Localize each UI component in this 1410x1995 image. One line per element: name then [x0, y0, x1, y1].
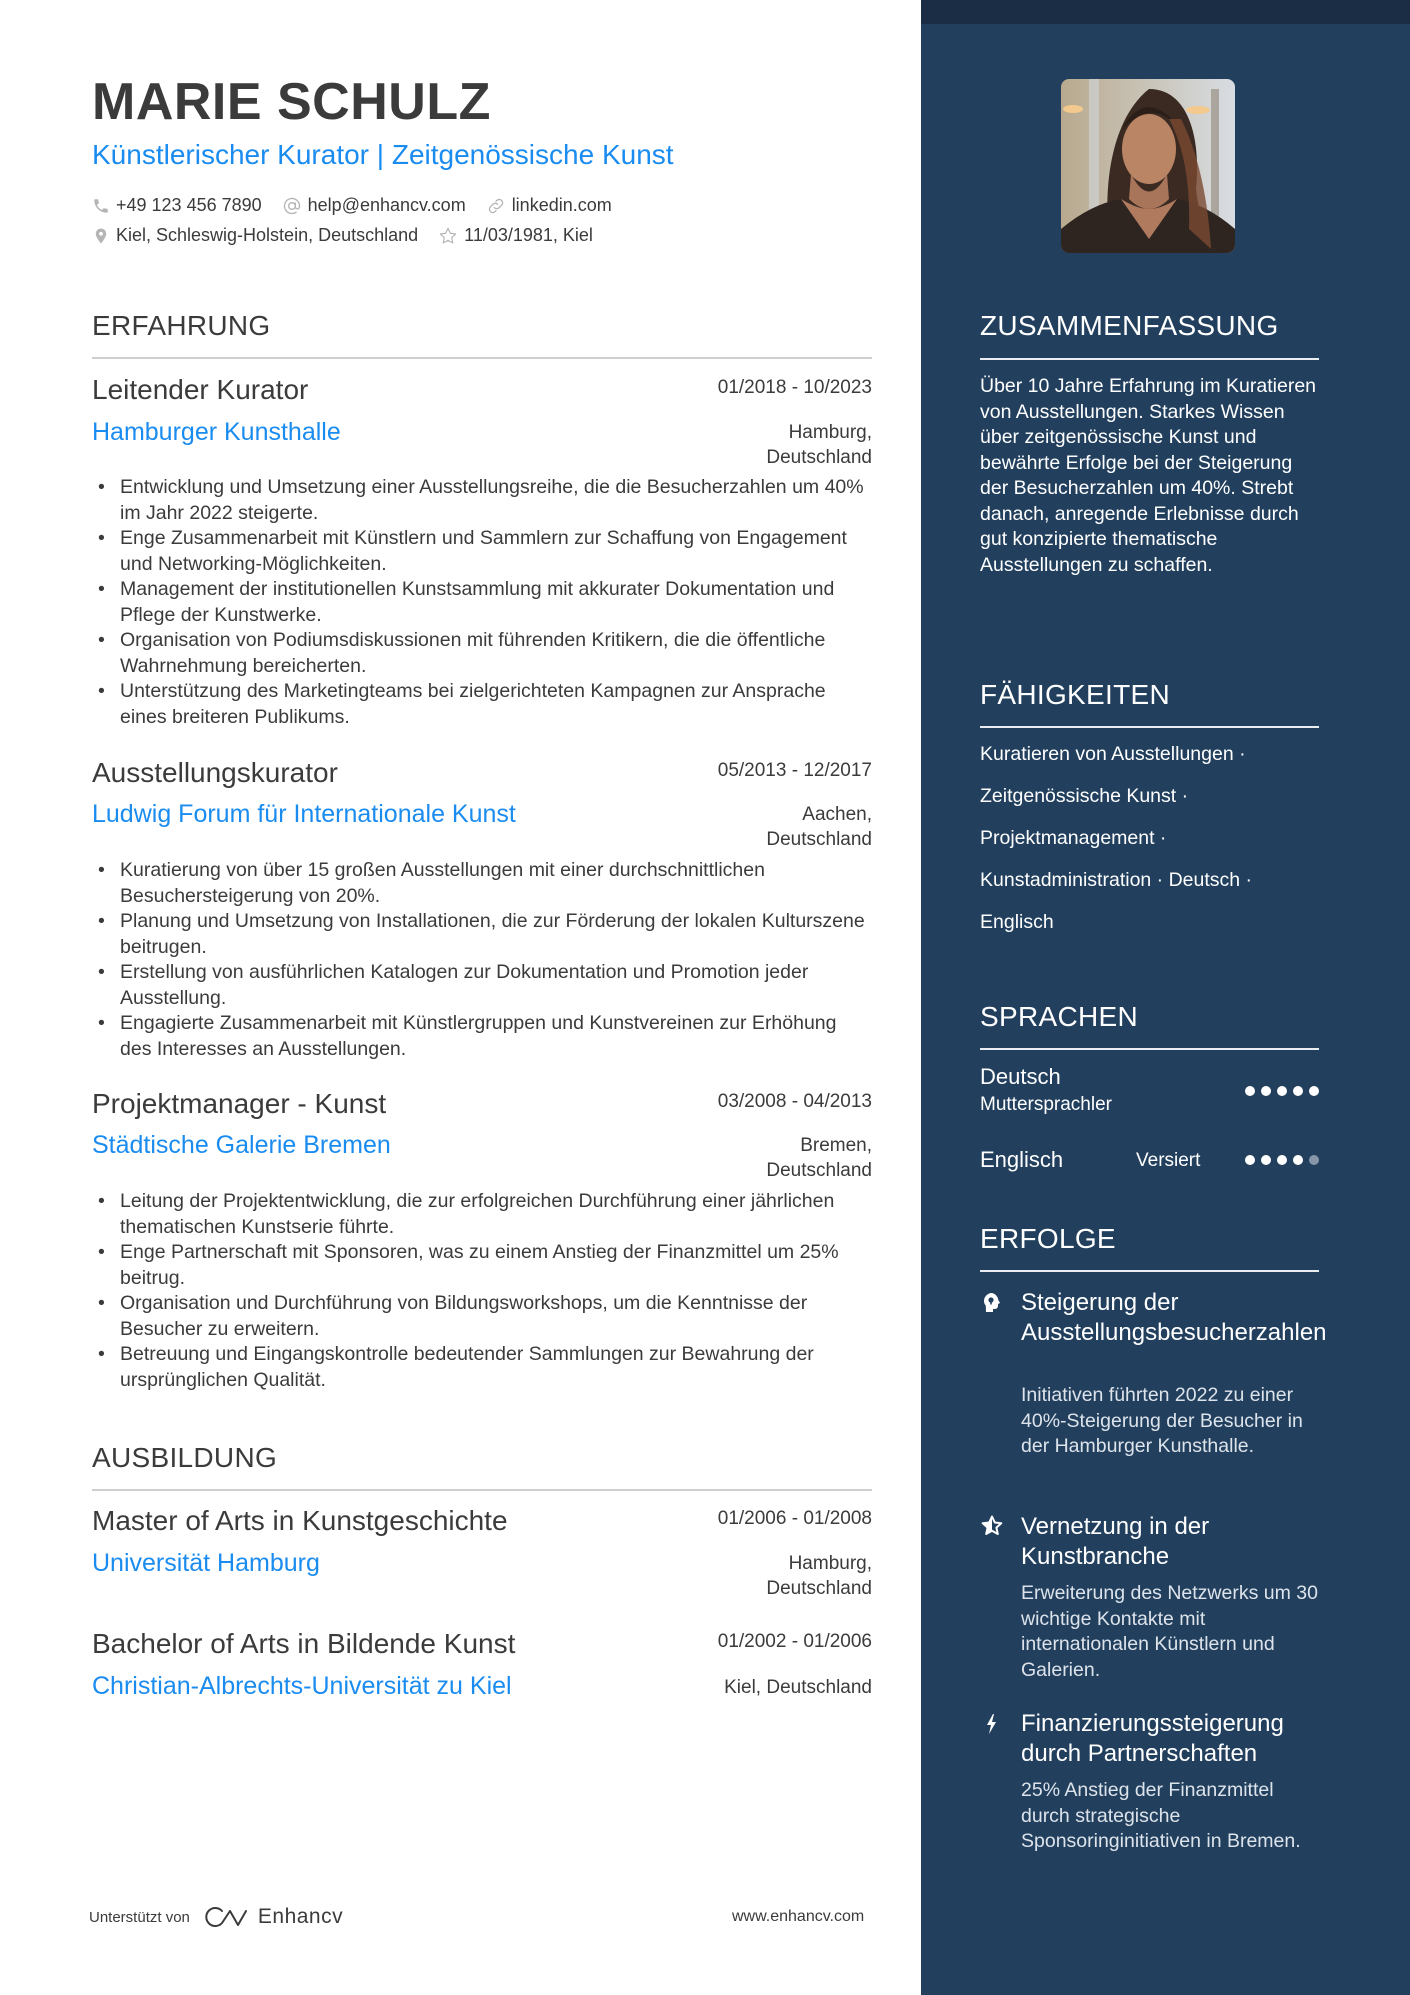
rating-dot-filled	[1309, 1086, 1319, 1096]
contact-location	[92, 225, 418, 246]
education-heading: AUSBILDUNG	[92, 1442, 278, 1473]
link-icon	[486, 196, 506, 216]
job-location-line: Bremen,	[800, 1135, 872, 1156]
bullet-item: • Erstellung von ausführlichen Katalogen zur Dokumentation und Promotion jeder Ausstellung.	[92, 960, 872, 1011]
job-company[interactable]: Hamburger Kunsthalle	[92, 418, 341, 446]
job-location	[712, 802, 872, 852]
bullet-item: • Organisation von Podiumsdiskussionen mit führenden Kritikern, die die öffentliche Wahrnehmung bereicherten.	[92, 628, 872, 679]
degree-dates: 01/2002 - 01/2006	[717, 1631, 872, 1652]
language-rating	[1239, 1155, 1319, 1165]
portrait-image	[1061, 79, 1235, 253]
rating-dot-filled	[1293, 1155, 1303, 1165]
job-company[interactable]: Städtische Galerie Bremen	[92, 1131, 391, 1159]
rating-dot-filled	[1277, 1155, 1287, 1165]
skill-line: Kunstadministration · Deutsch ·	[980, 869, 1253, 891]
achievements-divider	[980, 1270, 1319, 1272]
half-star-icon	[980, 1514, 1004, 1538]
degree-title: Master of Arts in Kunstgeschichte	[92, 1505, 508, 1536]
email-text: help@enhancv.com	[307, 195, 466, 215]
skills-divider	[980, 726, 1319, 728]
school-location-line: Kiel, Deutschland	[724, 1677, 872, 1698]
school-name[interactable]: Universität Hamburg	[92, 1549, 320, 1577]
language-level: Versiert	[1136, 1150, 1201, 1171]
bullet-item: • Enge Partnerschaft mit Sponsoren, was zu einem Anstieg der Finanzmittel um 25% beitrug.	[92, 1240, 872, 1291]
job-location-line: Deutschland	[766, 829, 872, 850]
languages-heading: SPRACHEN	[980, 1001, 1138, 1032]
job-location-line: Aachen,	[802, 804, 872, 825]
achievement-title: Vernetzung in der Kunstbranche	[1021, 1513, 1210, 1570]
achievement-description: Initiativen führten 2022 zu einer 40%-Steigerung der Besucher in der Hamburger Kunsthalle.	[1021, 1384, 1303, 1457]
footer-website[interactable]: www.enhancv.com	[732, 1908, 865, 1925]
degree-dates: 01/2006 - 01/2008	[717, 1508, 872, 1529]
achievements-heading: ERFOLGE	[980, 1223, 1116, 1254]
rating-dot-filled	[1261, 1086, 1271, 1096]
bullet-item: • Planung und Umsetzung von Installationen, die zur Förderung der lokalen Kulturszene beitrugen.	[92, 909, 872, 960]
bullet-item: • Entwicklung und Umsetzung einer Ausstellungsreihe, die die Besucherzahlen um 40% im Jahr 2022 steigerte.	[92, 475, 872, 526]
bullet-item: • Kuratierung von über 15 großen Ausstellungen mit einer durchschnittlichen Besuchersteigerung von 20%.	[92, 858, 872, 909]
languages-divider	[980, 1048, 1319, 1050]
bullet-item: • Enge Zusammenarbeit mit Künstlern und Sammlern zur Schaffung von Engagement und Networking-Möglichkeiten.	[92, 526, 872, 577]
map-pin-icon	[92, 226, 110, 246]
experience-divider	[92, 357, 872, 359]
school-name[interactable]: Christian-Albrechts-Universität zu Kiel	[92, 1672, 512, 1700]
achievement-description: 25% Anstieg der Finanzmittel durch strategische Sponsoringinitiativen in Bremen.	[1021, 1779, 1301, 1852]
job-bullets	[92, 475, 872, 730]
language-level: Muttersprachler	[980, 1094, 1112, 1115]
bullet-item: • Leitung der Projektentwicklung, die zur erfolgreichen Durchführung einer jährlichen thematischen Kunstserie führte.	[92, 1189, 872, 1240]
job-title: Ausstellungskurator	[92, 757, 338, 788]
job-location	[712, 1133, 872, 1183]
school-location-line: Deutschland	[766, 1578, 872, 1599]
candidate-title: Künstlerischer Kurator | Zeitgenössische Kunst	[92, 139, 674, 170]
birth-text: 11/03/1981, Kiel	[464, 225, 593, 245]
lightning-icon	[980, 1712, 1004, 1736]
contact-email[interactable]	[282, 195, 466, 216]
enhancv-logo-icon	[202, 1905, 250, 1929]
job-location-line: Deutschland	[766, 1160, 872, 1181]
achievement-title: Finanzierungssteigerung durch Partnerschaften	[1021, 1710, 1284, 1767]
education-divider	[92, 1489, 872, 1491]
job-dates: 03/2008 - 04/2013	[717, 1091, 872, 1112]
job-dates: 01/2018 - 10/2023	[717, 377, 872, 398]
head-idea-icon	[980, 1291, 1004, 1315]
location-text: Kiel, Schleswig-Holstein, Deutschland	[116, 225, 419, 245]
skill-line: Kuratieren von Ausstellungen ·	[980, 743, 1246, 765]
experience-heading: ERFAHRUNG	[92, 310, 271, 341]
achievement-title: Steigerung der Ausstellungsbesucherzahlen	[1021, 1289, 1327, 1346]
job-bullets	[92, 1189, 872, 1393]
summary-divider	[980, 358, 1319, 360]
job-dates: 05/2013 - 12/2017	[717, 760, 872, 781]
rating-dot-filled	[1277, 1086, 1287, 1096]
contact-link[interactable]	[486, 195, 612, 216]
at-icon	[282, 196, 302, 216]
rating-dot-empty	[1309, 1155, 1319, 1165]
skills-heading: FÄHIGKEITEN	[980, 679, 1170, 710]
rating-dot-filled	[1245, 1086, 1255, 1096]
job-title: Leitender Kurator	[92, 374, 309, 405]
contact-birth	[438, 225, 593, 246]
powered-by-text: Unterstützt von	[89, 1908, 190, 1926]
rating-dot-filled	[1293, 1086, 1303, 1096]
enhancv-brand: Enhancv	[257, 1905, 344, 1928]
language-rating	[1239, 1086, 1319, 1096]
skill-line: Englisch	[980, 911, 1054, 933]
summary-heading: ZUSAMMENFASSUNG	[980, 310, 1279, 341]
job-title: Projektmanager - Kunst	[92, 1088, 387, 1119]
star-icon	[438, 226, 458, 246]
language-name: Deutsch	[980, 1064, 1061, 1089]
bullet-item: • Management der institutionellen Kunstsammlung mit akkurater Dokumentation und Pflege der Kunstwerke.	[92, 577, 872, 628]
job-location-line: Hamburg,	[788, 422, 872, 443]
summary-text: Über 10 Jahre Erfahrung im Kuratieren von Ausstellungen. Starkes Wissen über zeitgenössische Kunst und bewährte Erfolge bei der Steigerung der Besucherzahlen um 40%. Strebt danach, anregende Erlebnisse durch gut konzipierte thematische Ausstellungen zu schaffen.	[980, 375, 1317, 576]
profile-photo	[1061, 79, 1235, 253]
language-name: Englisch	[980, 1147, 1064, 1172]
bullet-item: • Engagierte Zusammenarbeit mit Künstlergruppen und Kunstvereinen zur Erhöhung des Interesses an Ausstellungen.	[92, 1011, 872, 1062]
sidebar	[921, 0, 1410, 1995]
job-company[interactable]: Ludwig Forum für Internationale Kunst	[92, 800, 516, 828]
phone-icon	[92, 197, 110, 215]
rating-dot-filled	[1245, 1155, 1255, 1165]
job-bullets	[92, 858, 872, 1062]
footer-branding	[89, 1905, 343, 1929]
rating-dot-filled	[1261, 1155, 1271, 1165]
school-location-line: Hamburg,	[788, 1553, 872, 1574]
candidate-name: MARIE SCHULZ	[92, 73, 491, 131]
contact-row-2	[92, 225, 613, 246]
degree-title: Bachelor of Arts in Bildende Kunst	[92, 1628, 516, 1659]
job-location	[712, 420, 872, 470]
school-location	[712, 1551, 872, 1601]
contact-phone	[92, 195, 262, 216]
job-location-line: Deutschland	[766, 447, 872, 468]
skill-line: Zeitgenössische Kunst ·	[980, 785, 1189, 807]
bullet-item: • Unterstützung des Marketingteams bei zielgerichteten Kampagnen zur Ansprache eines breiteren Publikums.	[92, 679, 872, 730]
phone-text: +49 123 456 7890	[116, 195, 262, 215]
contact-row-1	[92, 195, 632, 216]
achievement-description: Erweiterung des Netzwerks um 30 wichtige Kontakte mit internationalen Künstlern und Galerien.	[1021, 1582, 1318, 1681]
sidebar-top-band	[921, 0, 1410, 24]
bullet-item: • Organisation und Durchführung von Bildungsworkshops, um die Kenntnisse der Besucher zu erweitern.	[92, 1291, 872, 1342]
school-location	[612, 1675, 872, 1700]
skill-line: Projektmanagement ·	[980, 827, 1167, 849]
bullet-item: • Betreuung und Eingangskontrolle bedeutender Sammlungen zur Bewahrung der ursprünglichen Qualität.	[92, 1342, 872, 1393]
link-text: linkedin.com	[511, 195, 612, 215]
